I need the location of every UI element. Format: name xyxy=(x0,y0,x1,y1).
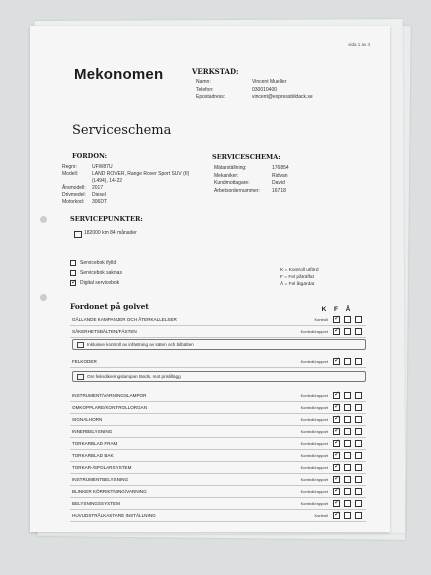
verkstad-details xyxy=(196,79,313,102)
checkbox-a[interactable] xyxy=(355,358,362,365)
vehicle-details xyxy=(62,164,189,206)
field-value: David xyxy=(272,180,285,186)
checkbox-k[interactable] xyxy=(333,440,340,447)
checkbox-k[interactable] xyxy=(333,328,340,335)
checkbox-f[interactable] xyxy=(344,404,351,411)
status-boxes xyxy=(333,428,366,435)
checkbox-f[interactable] xyxy=(344,488,351,495)
checkbox-a[interactable] xyxy=(355,428,362,435)
field-label: Drivmedel: xyxy=(62,192,86,198)
note-text: Inklusive kontroll av infästning av säten och bilbälten xyxy=(87,342,194,347)
option-label: Digital servicebok xyxy=(80,280,120,286)
status-boxes xyxy=(333,416,366,423)
field-value: Ridvan xyxy=(272,172,288,179)
section-title: Fordonet på golvet xyxy=(70,302,149,311)
checklist-group xyxy=(70,390,366,522)
status-boxes xyxy=(333,452,366,459)
field-label: Mätarställning: xyxy=(214,165,247,171)
field-label: Mekaniker: xyxy=(214,172,239,179)
status-column-headers xyxy=(318,306,354,313)
checklist-row xyxy=(70,474,366,486)
checklist-row xyxy=(70,402,366,414)
checkbox-a[interactable] xyxy=(355,328,362,335)
checklist-row xyxy=(70,390,366,402)
field-value: Diesel xyxy=(92,192,106,198)
note-text: Om felindikeringslampan tänds, mot prislillägg xyxy=(87,374,181,379)
page-number: sida 1 av 4 xyxy=(348,42,370,47)
checkbox-a[interactable] xyxy=(355,500,362,507)
checkbox-f[interactable] xyxy=(344,500,351,507)
checkbox-a[interactable] xyxy=(355,512,362,519)
checklist-item-label: GÄLLANDE KAMPANJER OCH ÅTERKALLELSER xyxy=(72,317,177,322)
field-value: 16718 xyxy=(272,187,286,194)
checklist-item-label: BLINKER KÖRRIKTNING/VARNING xyxy=(72,489,147,494)
check-type-label: Kontroll/rapport xyxy=(300,501,328,506)
punch-hole xyxy=(40,294,47,301)
option-label: Servicebok ifylld xyxy=(80,260,117,266)
status-boxes xyxy=(333,476,366,483)
option-label: Servicebok saknas xyxy=(80,270,122,276)
checkbox-f[interactable] xyxy=(344,416,351,423)
checkbox-a[interactable] xyxy=(355,404,362,411)
checklist-item-label: INSTRUMENT/VARNINGSLAMPOR xyxy=(72,393,147,398)
checklist-row xyxy=(70,486,366,498)
field-value: 176854 xyxy=(272,165,289,171)
status-boxes xyxy=(333,464,366,471)
info-note xyxy=(72,339,366,350)
checklist-row xyxy=(70,426,366,438)
checklist-row xyxy=(70,414,366,426)
field-label xyxy=(62,178,92,185)
column-header: Å xyxy=(345,306,351,313)
checkbox-a[interactable] xyxy=(355,392,362,399)
field-value: (L494), 14-22 xyxy=(92,178,123,184)
checkbox-a[interactable] xyxy=(355,316,362,323)
check-type-label: Kontroll/rapport xyxy=(300,465,328,470)
checklist-row xyxy=(70,498,366,510)
info-icon xyxy=(77,374,84,380)
check-type-label: Kontroll/rapport xyxy=(300,393,328,398)
checklist-row xyxy=(70,450,366,462)
legend-item: F = Fel påträffat xyxy=(280,274,314,280)
checkbox[interactable] xyxy=(70,280,76,286)
checklist-item-label: FELKODER xyxy=(72,359,97,364)
field-label: Modell: xyxy=(62,171,79,177)
servicebok-option[interactable] xyxy=(70,268,122,278)
fordon-heading: FORDON: xyxy=(72,152,108,160)
checkbox-k[interactable] xyxy=(333,476,340,483)
checkbox-k[interactable] xyxy=(333,464,340,471)
status-boxes xyxy=(333,392,366,399)
service-details xyxy=(214,165,289,195)
serviceschema-heading: SERVICESCHEMA: xyxy=(212,153,281,161)
checkbox-f[interactable] xyxy=(344,452,351,459)
legend-item: Å = Fel åtgärdat xyxy=(280,281,315,287)
status-boxes xyxy=(333,404,366,411)
checklist-row xyxy=(70,326,366,338)
checklist-item-label: INSTRUMENTBELYSNING xyxy=(72,477,129,482)
checklist-item-label: INNERBELYSNING xyxy=(72,429,113,434)
field-label: Kundmottagare: xyxy=(214,180,250,186)
checklist-row xyxy=(70,510,366,522)
field-value: vincent@expressbildack.se xyxy=(252,94,313,100)
check-type-label: Kontroll/rapport xyxy=(300,489,328,494)
brand-logo: Mekonomen xyxy=(74,66,164,83)
check-type-label: Kontroll/rapport xyxy=(300,429,328,434)
service-interval: 182000 km 84 månader xyxy=(84,230,137,236)
calendar-icon xyxy=(74,231,82,238)
status-legend xyxy=(280,268,319,288)
checklist-item-label: TORKARBLAD FRAM xyxy=(72,441,118,446)
field-label: Namn: xyxy=(196,79,211,85)
field-value: UFW87U xyxy=(92,164,113,170)
column-header: K xyxy=(321,306,327,313)
checklist-group xyxy=(70,356,366,368)
checklist-row xyxy=(70,356,366,368)
checkbox-k[interactable] xyxy=(333,428,340,435)
status-boxes xyxy=(333,358,366,365)
checkbox-f[interactable] xyxy=(344,512,351,519)
checkbox-f[interactable] xyxy=(344,428,351,435)
checkbox[interactable] xyxy=(70,260,76,266)
checkbox-f[interactable] xyxy=(344,440,351,447)
status-boxes xyxy=(333,328,366,335)
check-type-label: Kontroll/rapport xyxy=(300,441,328,446)
info-note xyxy=(72,371,366,382)
field-label: Epostadress: xyxy=(196,94,226,100)
checkbox-f[interactable] xyxy=(344,476,351,483)
servicebok-option[interactable] xyxy=(70,258,122,268)
checklist-item-label: OMKOPPLARE/KONTROLLORGAN xyxy=(72,405,148,410)
check-type-label: Kontroll/rapport xyxy=(300,359,328,364)
checklist-row xyxy=(70,314,366,326)
field-label: Regnr: xyxy=(62,164,78,170)
info-icon xyxy=(77,342,84,348)
checkbox-k[interactable] xyxy=(333,488,340,495)
checklist-item-label: HUVUDSTRÅLKASTARE INSTÄLLNING xyxy=(72,513,156,518)
page-title: Serviceschema xyxy=(72,123,172,138)
field-value: 2017 xyxy=(92,185,104,191)
checklist-row xyxy=(70,438,366,450)
check-type-label: Kontroll/rapport xyxy=(300,329,328,334)
status-boxes xyxy=(333,316,366,323)
checkbox-k[interactable] xyxy=(333,392,340,399)
field-label: Årsmodell: xyxy=(62,185,86,191)
checklist-group xyxy=(70,314,366,338)
checkbox-f[interactable] xyxy=(344,392,351,399)
checklist-item-label: TORKARBLAD BAK xyxy=(72,453,114,458)
checkbox-f[interactable] xyxy=(344,464,351,471)
checklist-item-label: TORKAR-/SPOLARSYSTEM xyxy=(72,465,132,470)
checkbox-k[interactable] xyxy=(333,452,340,459)
checkbox-a[interactable] xyxy=(355,452,362,459)
checkbox-k[interactable] xyxy=(333,416,340,423)
field-label: Telefon: xyxy=(196,86,214,93)
servicebok-option[interactable] xyxy=(70,278,122,288)
checkbox-k[interactable] xyxy=(333,500,340,507)
checkbox-a[interactable] xyxy=(355,488,362,495)
checkbox[interactable] xyxy=(70,270,76,276)
column-header: F xyxy=(334,306,338,313)
status-boxes xyxy=(333,512,366,519)
check-type-label: Kontroll/rapport xyxy=(300,405,328,410)
checkbox-a[interactable] xyxy=(355,440,362,447)
checkbox-a[interactable] xyxy=(355,476,362,483)
field-value: LAND ROVER, Range Rover Sport SUV (II) xyxy=(92,171,190,177)
checkbox-k[interactable] xyxy=(333,512,340,519)
checkbox-k[interactable] xyxy=(333,404,340,411)
check-type-label: Kontroll/rapport xyxy=(300,453,328,458)
field-value: Vincent Mueller xyxy=(252,79,287,85)
checkbox-f[interactable] xyxy=(344,358,351,365)
check-type-label: Kontroll/rapport xyxy=(300,417,328,422)
checkbox-a[interactable] xyxy=(355,416,362,423)
status-boxes xyxy=(333,440,366,447)
punch-hole xyxy=(40,216,47,223)
verkstad-heading: VERKSTAD: xyxy=(192,67,239,76)
check-type-label: Kontroll xyxy=(314,317,328,322)
servicepunkter-heading: SERVICEPUNKTER: xyxy=(70,215,143,223)
checklist-row xyxy=(70,462,366,474)
field-value: 030010400 xyxy=(252,86,278,93)
checklist-item-label: SÄKERHETSBÄLTEN/FÄSTEN xyxy=(72,329,137,334)
servicebok-options xyxy=(70,258,122,288)
checkbox-a[interactable] xyxy=(355,464,362,471)
check-type-label: Kontroll xyxy=(314,513,328,518)
field-label: Motorkod: xyxy=(62,199,85,205)
checkbox-k[interactable] xyxy=(333,316,340,323)
status-boxes xyxy=(333,488,366,495)
status-boxes xyxy=(333,500,366,507)
checklist-item-label: BELYSNINGSSYSTEM xyxy=(72,501,120,506)
field-value: 306DT xyxy=(92,199,108,205)
checkbox-k[interactable] xyxy=(333,358,340,365)
checkbox-f[interactable] xyxy=(344,316,351,323)
checkbox-f[interactable] xyxy=(344,328,351,335)
field-label: Arbetsordernummer: xyxy=(214,187,260,194)
check-type-label: Kontroll/rapport xyxy=(300,477,328,482)
checklist-item-label: SIGNALHORN xyxy=(72,417,103,422)
legend-item: K = Kontroll utförd xyxy=(280,268,319,273)
service-document-page xyxy=(30,26,390,532)
